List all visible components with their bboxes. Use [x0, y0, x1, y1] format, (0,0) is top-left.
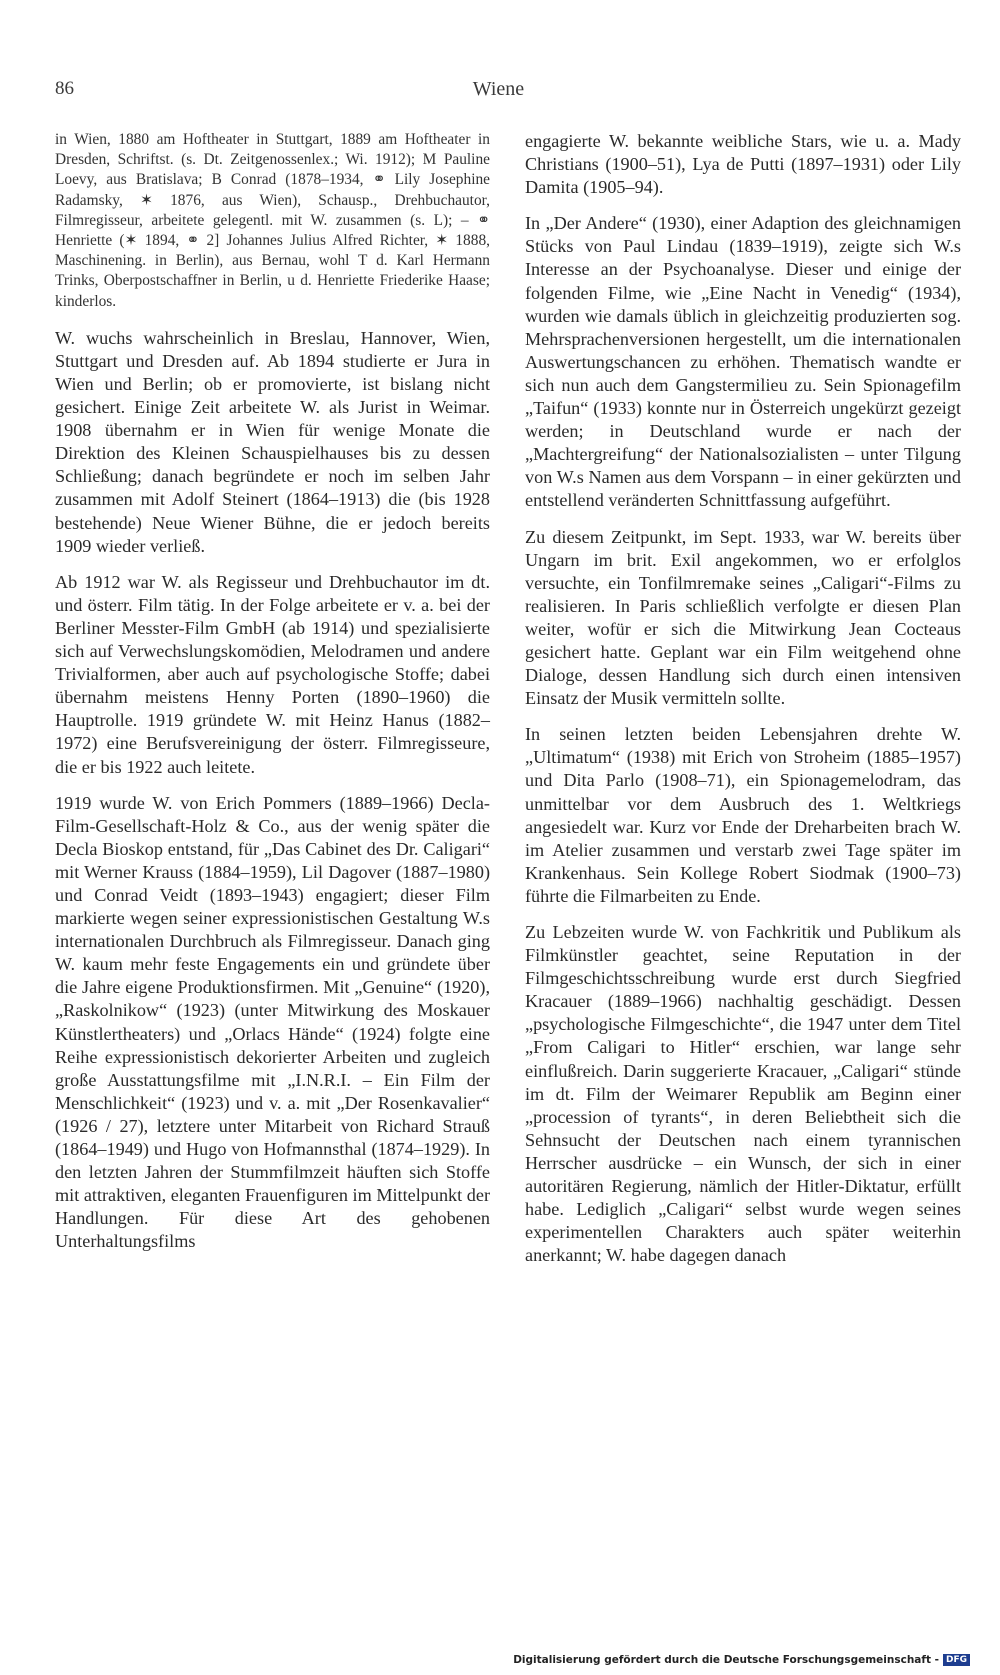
footer-text: Digitalisierung gefördert durch die Deutsche Forschungsgemeinschaft - — [513, 1654, 939, 1666]
bibliographic-note: in Wien, 1880 am Hoftheater in Stuttgart, 1889 am Hoftheater in Dresden, Schriftst. (s. Dt. Zeitgenossenlex.; Wi. 1912); M Pauline Loevy, aus Bratislava; B Conrad (1878–1934, ⚭ Lily Josephine Radamsky, ✶ 1876, aus Wien), Schausp., Drehbuchautor, Filmregisseur, arbeitete gelegentl. mit W. zusammen (s. L); – ⚭ Henriette (✶ 1894, ⚭ 2] Johannes Julius Alfred Richter, ✶ 1888, Maschinening. in Berlin), aus Bernau, wohl T d. Karl Hermann Trinks, Oberpostschaffner in Berlin, u d. Henriette Friederike Haase; kinderlos. — [55, 131, 490, 310]
paragraph: In seinen letzten beiden Lebensjahren drehte W. „Ultimatum“ (1938) mit Erich von Stroheim (1885–1957) und Dita Parlo (1908–71), ein Spionagemelodram, das unmittelbar vor dem Ausbruch des 1. Weltkriegs angesiedelt war. Kurz vor Ende der Dreharbeiten brach W. im Atelier zusammen und verstarb zwei Tage später im Krankenhaus. Sein Kollege Robert Siodmak (1900–73) führte die Filmarbeiten zu Ende. — [525, 724, 961, 906]
paragraph: Zu diesem Zeitpunkt, im Sept. 1933, war W. bereits über Ungarn im brit. Exil angekommen, wo er erfolglos versuchte, ein Tonfilmremake seines „Caligari“-Films zu realisieren. In Paris schließlich verfolgte er diesen Plan weiter, wofür er sich die Mitwirkung Jean Cocteaus gesichert hatte. Geplant war ein Film weitgehend ohne Dialoge, dessen Handlung sich durch einen intensiven Einsatz der Musik vermitteln sollte. — [525, 526, 961, 709]
paragraph: W. wuchs wahrscheinlich in Breslau, Hannover, Wien, Stuttgart und Dresden auf. Ab 1894 studierte er Jura in Wien und Berlin; ob er promovierte, ist bislang nicht gesichert. Einige Zeit arbeitete W. als Jurist in Weimar. 1908 übernahm er in Wien für wenige Monate die Direktion des Kleinen Schauspielhauses bis zu dessen Schließung; danach begründete er noch im selben Jahr zusammen mit Adolf Steinert (1864–1913) die (bis 1928 bestehende) Neue Wiener Bühne, die er jedoch bereits 1909 wieder verließ. — [55, 327, 490, 556]
paragraph: engagierte W. bekannte weibliche Stars, wie u. a. Mady Christians (1900–51), Lya de Putti (1897–1931) oder Lily Damita (1905–94). — [525, 131, 961, 198]
page-number: 86 — [55, 78, 74, 99]
paragraph: 1919 wurde W. von Erich Pommers (1889–1966) Decla-Film-Gesellschaft-Holz & Co., aus der wenig später die Decla Bioskop entstand, für „Das Cabinet des Dr. Caligari“ mit Werner Krauss (1884–1959), Lil Dagover (1887–1980) und Conrad Veidt (1893–1943) engagiert; dieser Film markierte wegen seiner expressionistischen Gestaltung W.s internationalen Durchbruch als Filmregisseur. Danach ging W. kaum mehr feste Engagements ein und gründete über die Jahre eigene Produktionsfirmen. Mit „Genuine“ (1920), „Raskolnikow“ (1923) (unter Mitwirkung des Moskauer Künstlertheaters) und „Orlacs Hände“ (1924) folgte eine Reihe expressionistisch dekorierter Arbeiten und zugleich große Ausstattungsfilme mit „I.N.R.I. – Ein Film der Menschlichkeit“ (1923) und v. a. mit „Der Rosenkavalier“ (1926 / 27), letztere unter Mitarbeit von Richard Strauß (1864–1949) und Hugo von Hofmannsthal (1874–1929). In den letzten Jahren der Stummfilmzeit häuften sich Stoffe mit attraktiven, eleganten Frauenfiguren im Mittelpunkt der Handlungen. Für diese Art des gehobenen Unterhaltungsfilms — [55, 792, 490, 1252]
dfg-logo: DFG — [943, 1654, 970, 1666]
paragraph: Ab 1912 war W. als Regisseur und Drehbuchautor im dt. und österr. Film tätig. In der Folge arbeitete er v. a. bei der Berliner Messter-Film GmbH (ab 1914) und spezialisierte sich auf Verwechslungskomödien, Melodramen und andere Trivialformen, aber auch auf psychologische Stoffe; dabei übernahm meistens Henny Porten (1890–1960) die Hauptrolle. 1919 gründete W. mit Heinz Hanus (1882–1972) eine Berufsvereinigung der österr. Filmregisseure, die er bis 1922 auch leitete. — [55, 571, 490, 777]
paragraph: Zu Lebzeiten wurde W. von Fachkritik und Publikum als Filmkünstler geachtet, seine Reputation in der Filmgeschichtsschreibung wurde erst durch Siegfried Kracauer (1889–1966) nachhaltig geschädigt. Dessen „psychologische Filmgeschichte“, die 1947 unter dem Titel „From Caligari to Hitler“ erschien, war lange sehr einflußreich. Darin suggerierte Kracauer, „Caligari“ stünde im dt. Film der Weimarer Republik am Beginn einer „procession of tyrants“, in deren Beliebtheit sich die Sehnsucht der Deutschen nach einem tyrannischen Herrscher ausdrücke – ein Wunsch, der sich in einer autoritären Regierung, nämlich der Hitler-Diktatur, erfüllt habe. Lediglich „Caligari“ selbst wurde wegen seines experimentellen Charakters auch später weiterhin anerkannt; W. habe dagegen danach — [525, 922, 961, 1266]
digitization-footer — [513, 1654, 970, 1666]
paragraph: In „Der Andere“ (1930), einer Adaption des gleichnamigen Stücks von Paul Lindau (1839–1919), zeigte sich W.s Interesse an der Psychoanalyse. Dieser und einige der folgenden Filme, wie „Eine Nacht in Venedig“ (1934), wurden wie damals üblich in gleichzeitig produzierten sog. Mehrsprachenversionen hergestellt, um die internationalen Auswertungschancen zu erhöhen. Thematisch wandte er sich nun auch dem Gangstermilieu zu. Sein Spionagefilm „Taifun“ (1933) konnte nur in Österreich ungekürzt gezeigt werden; in Deutschland wurde er nach der „Machtergreifung“ der Nationalsozialisten – unter Tilgung von W.s Namen aus dem Vorspann – in einer gekürzten und entstellend veränderten Schnittfassung aufgeführt. — [525, 213, 961, 511]
right-column — [525, 130, 961, 1280]
running-head: Wiene — [472, 78, 525, 100]
page-header — [55, 78, 942, 108]
left-column — [55, 130, 490, 1266]
